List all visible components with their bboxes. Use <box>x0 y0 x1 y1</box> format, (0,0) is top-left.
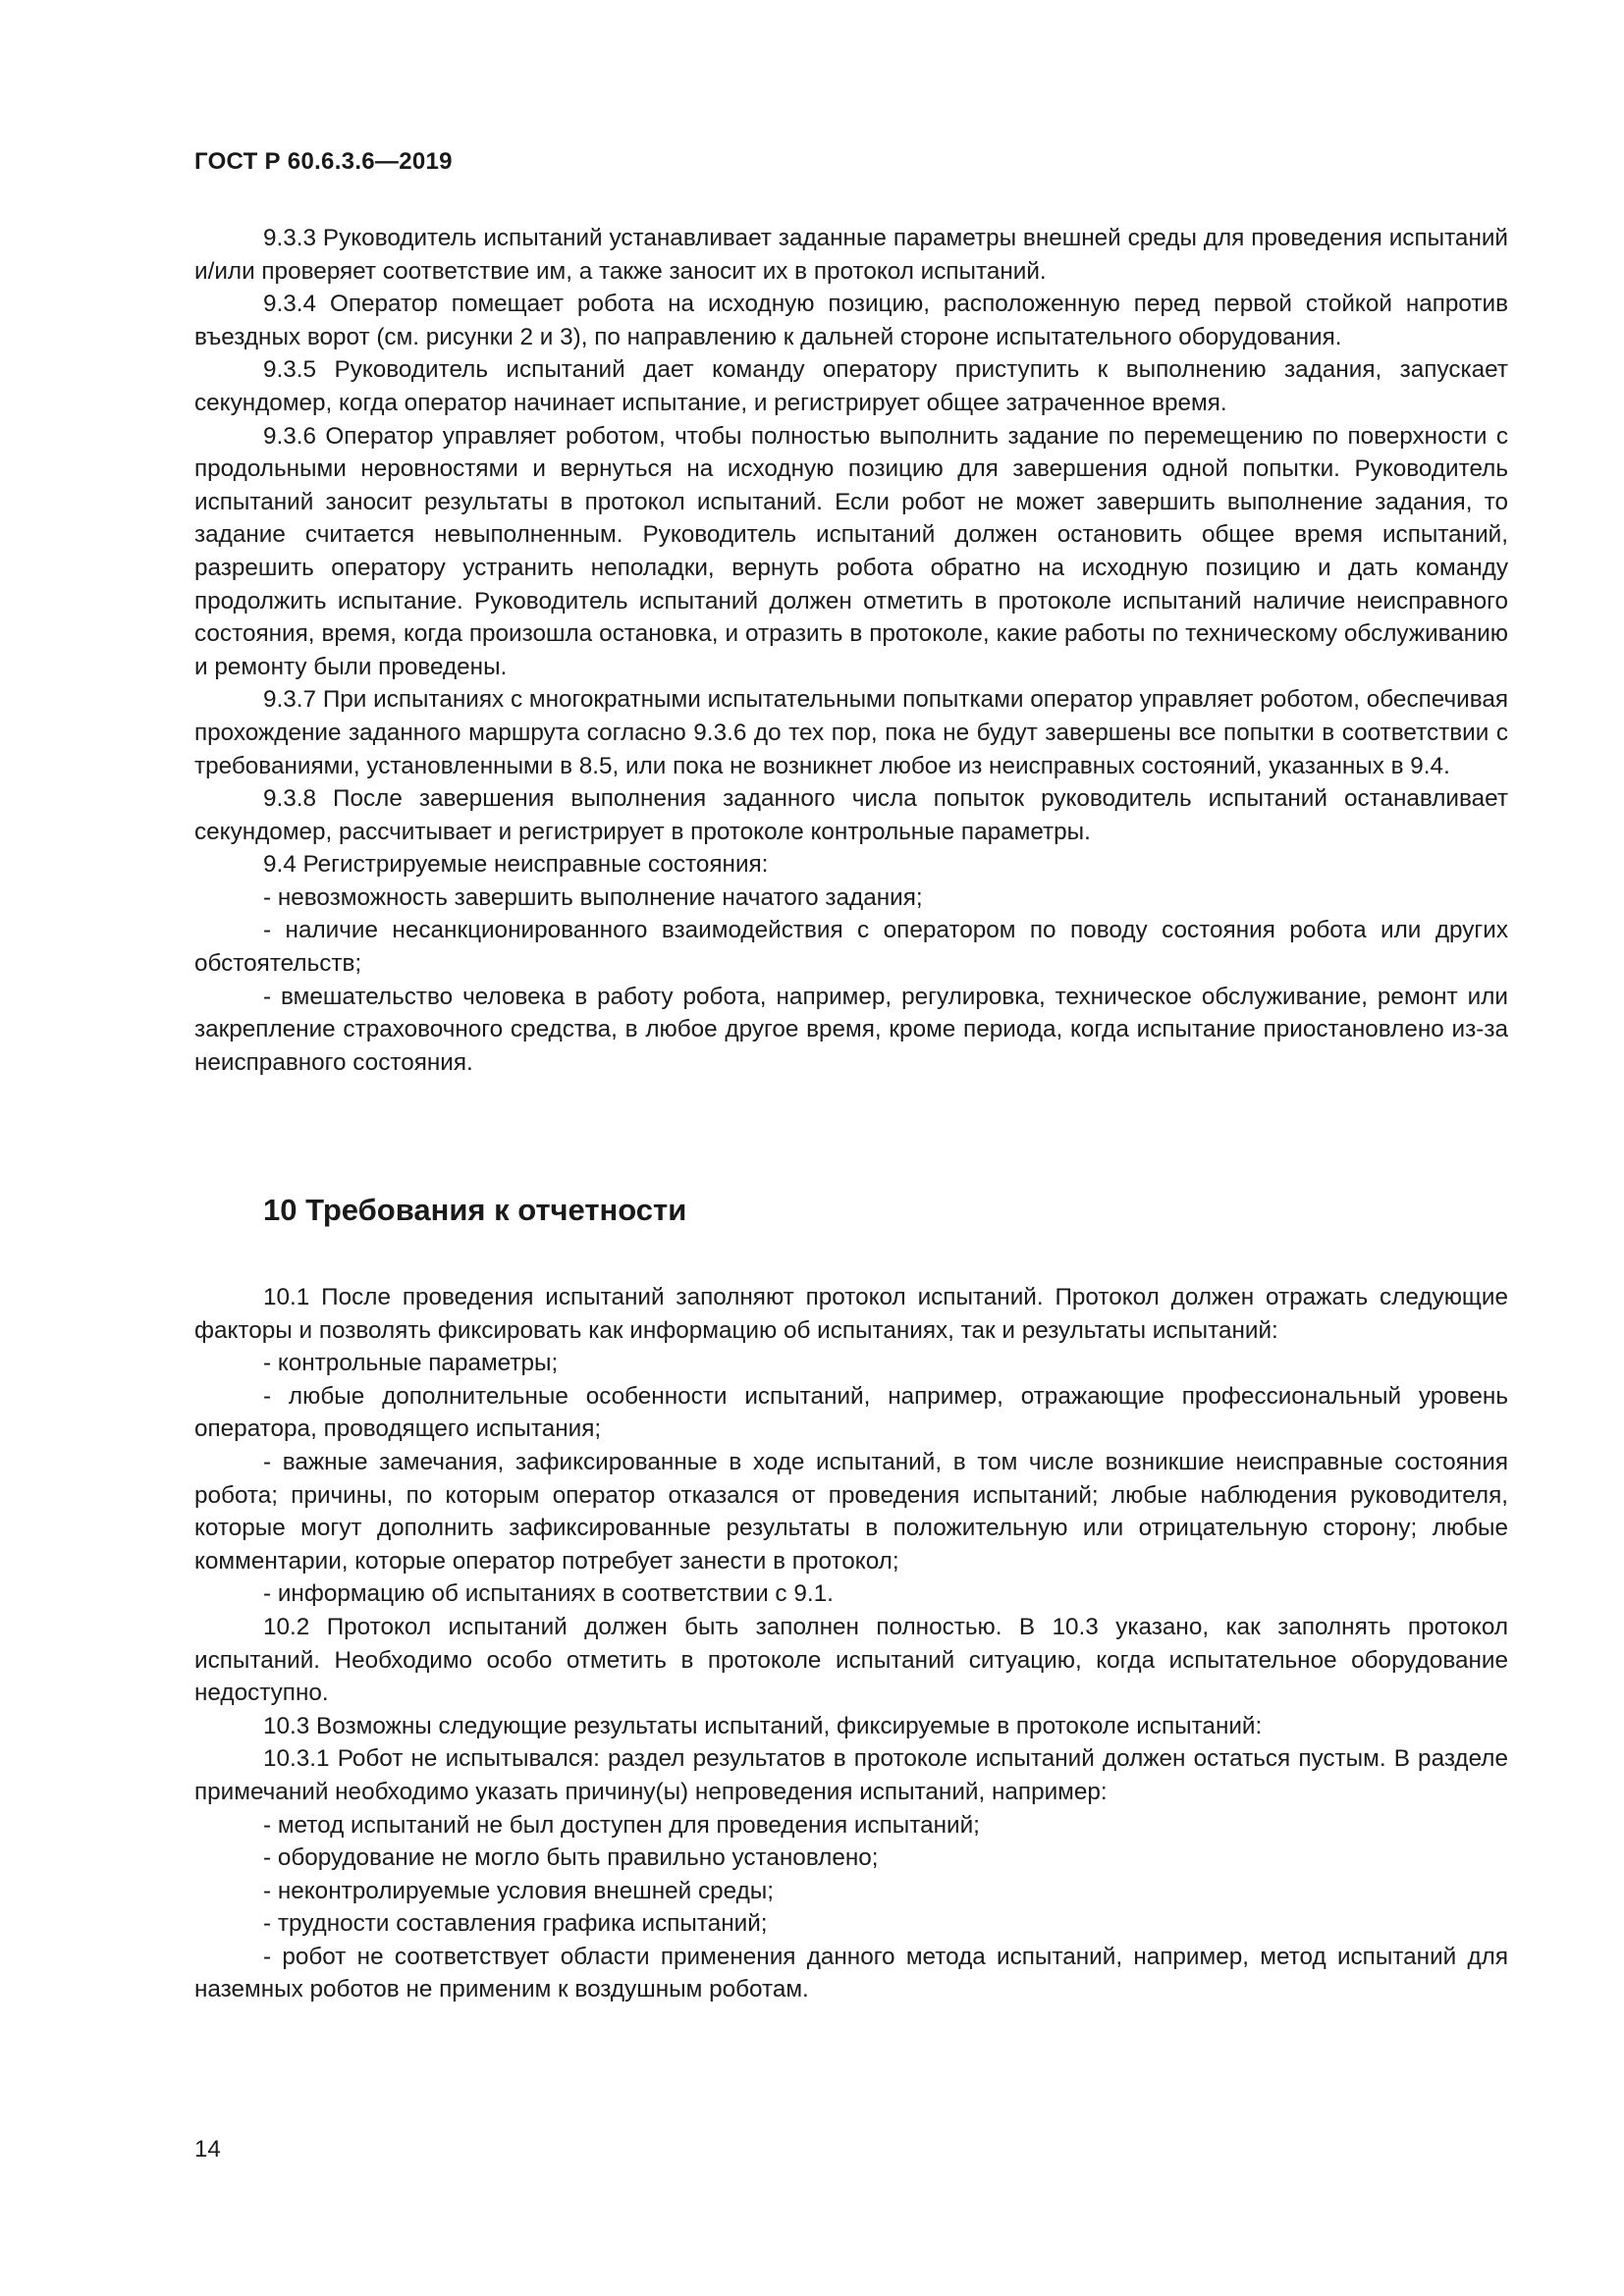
paragraph-9-4: 9.4 Регистрируемые неисправные состояния: <box>263 851 769 879</box>
section-10-title: 10 Требования к отчетности <box>263 1193 687 1227</box>
paragraph-10-3-1: 10.3.1 Робот не испытывался: раздел результатов в протоколе испытаний должен остаться пустым. В разделе примечаний необходимо указать причину(ы) непроведения испытаний, например: <box>194 1745 1508 1805</box>
paragraph-9-3-7: 9.3.7 При испытаниях с многократными испытательными попытками оператор управляет роботом, обеспечивая прохождение заданного маршрута согласно 9.3.6 до тех пор, пока не будут завершены все попытки в соответствии с требованиями, установленными в 8.5, или пока не возникнет любое из неисправных состояний, указанных в 9.4. <box>194 686 1508 779</box>
list-item: - контрольные параметры; <box>263 1350 559 1377</box>
standard-header: ГОСТ Р 60.6.3.6—2019 <box>194 148 453 175</box>
list-item: - любые дополнительные особенности испытаний, например, отражающие профессиональный уровень оператора, проводящего испытания; <box>194 1382 1508 1443</box>
list-item: - неконтролируемые условия внешней среды; <box>263 1877 775 1904</box>
list-item: - трудности составления графика испытаний; <box>263 1910 768 1938</box>
paragraph-9-3-8: 9.3.8 После завершения выполнения заданного числа попыток руководитель испытаний останавливает секундомер, рассчитывает и регистрирует в протоколе контрольные параметры. <box>194 785 1508 845</box>
paragraph-10-3: 10.3 Возможны следующие результаты испытаний, фиксируемые в протоколе испытаний: <box>263 1712 1263 1739</box>
page-number: 14 <box>194 2136 221 2163</box>
paragraph-9-3-6: 9.3.6 Оператор управляет роботом, чтобы полностью выполнить задание по перемещению по поверхности с продольными неровностями и вернуться на исходную позицию для завершения одной попытки. Руководитель испытаний заносит результаты в протокол испытаний. Если робот не может завершить выполнение задания, то задание считается невыполненным. Руководитель испытаний должен остановить общее время испытаний, разрешить оператору устранить неполадки, вернуть робота обратно на исходную позицию и дать команду продолжить испытание. Руководитель испытаний должен отметить в протоколе испытаний наличие неисправного состояния, время, когда произошла остановка, и отразить в протоколе, какие работы по техническому обслуживанию и ремонту были проведены. <box>194 422 1508 680</box>
section-9-body <box>194 222 1508 1079</box>
paragraph-9-3-5: 9.3.5 Руководитель испытаний дает команду оператору приступить к выполнению задания, запускает секундомер, когда оператор начинает испытание, и регистрирует общее затраченное время. <box>194 356 1508 416</box>
list-item: - вмешательство человека в работу робота, например, регулировка, техническое обслуживание, ремонт или закрепление страховочного средства, в любое другое время, кроме периода, когда испытание приостановлено из-за неисправного состояния. <box>194 983 1508 1076</box>
paragraph-9-3-4: 9.3.4 Оператор помещает робота на исходную позицию, расположенную перед первой стойкой напротив въездных ворот (см. рисунки 2 и 3), по направлению к дальней стороне испытательного оборудования. <box>194 291 1508 350</box>
list-item: - оборудование не могло быть правильно установлено; <box>263 1844 879 1872</box>
paragraph-10-1: 10.1 После проведения испытаний заполняют протокол испытаний. Протокол должен отражать следующие факторы и позволять фиксировать как информацию об испытаниях, так и результаты испытаний: <box>194 1284 1508 1344</box>
paragraph-10-2: 10.2 Протокол испытаний должен быть заполнен полностью. В 10.3 указано, как заполнять протокол испытаний. Необходимо особо отметить в протоколе испытаний ситуацию, когда испытательное оборудование недоступно. <box>194 1613 1508 1707</box>
list-item: - робот не соответствует области применения данного метода испытаний, например, метод испытаний для наземных роботов не применим к воздушным роботам. <box>194 1943 1508 2003</box>
list-item: - информацию об испытаниях в соответствии с 9.1. <box>263 1580 834 1608</box>
list-item: - наличие несанкционированного взаимодействия с оператором по поводу состояния робота или других обстоятельств; <box>194 917 1508 978</box>
list-item: - невозможность завершить выполнение начатого задания; <box>263 883 923 911</box>
list-item: - метод испытаний не был доступен для проведения испытаний; <box>263 1811 980 1839</box>
section-10-body <box>194 1281 1508 2006</box>
list-item: - важные замечания, зафиксированные в ходе испытаний, в том числе возникшие неисправные состояния робота; причины, по которым оператор отказался от проведения испытаний; любые наблюдения руководителя, которые могут дополнить зафиксированные результаты в положительную или отрицательную сторону; любые комментарии, которые оператор потребует занести в протокол; <box>194 1448 1508 1575</box>
paragraph-9-3-3: 9.3.3 Руководитель испытаний устанавливает заданные параметры внешней среды для проведения испытаний и/или проверяет соответствие им, а также заносит их в протокол испытаний. <box>194 225 1508 285</box>
